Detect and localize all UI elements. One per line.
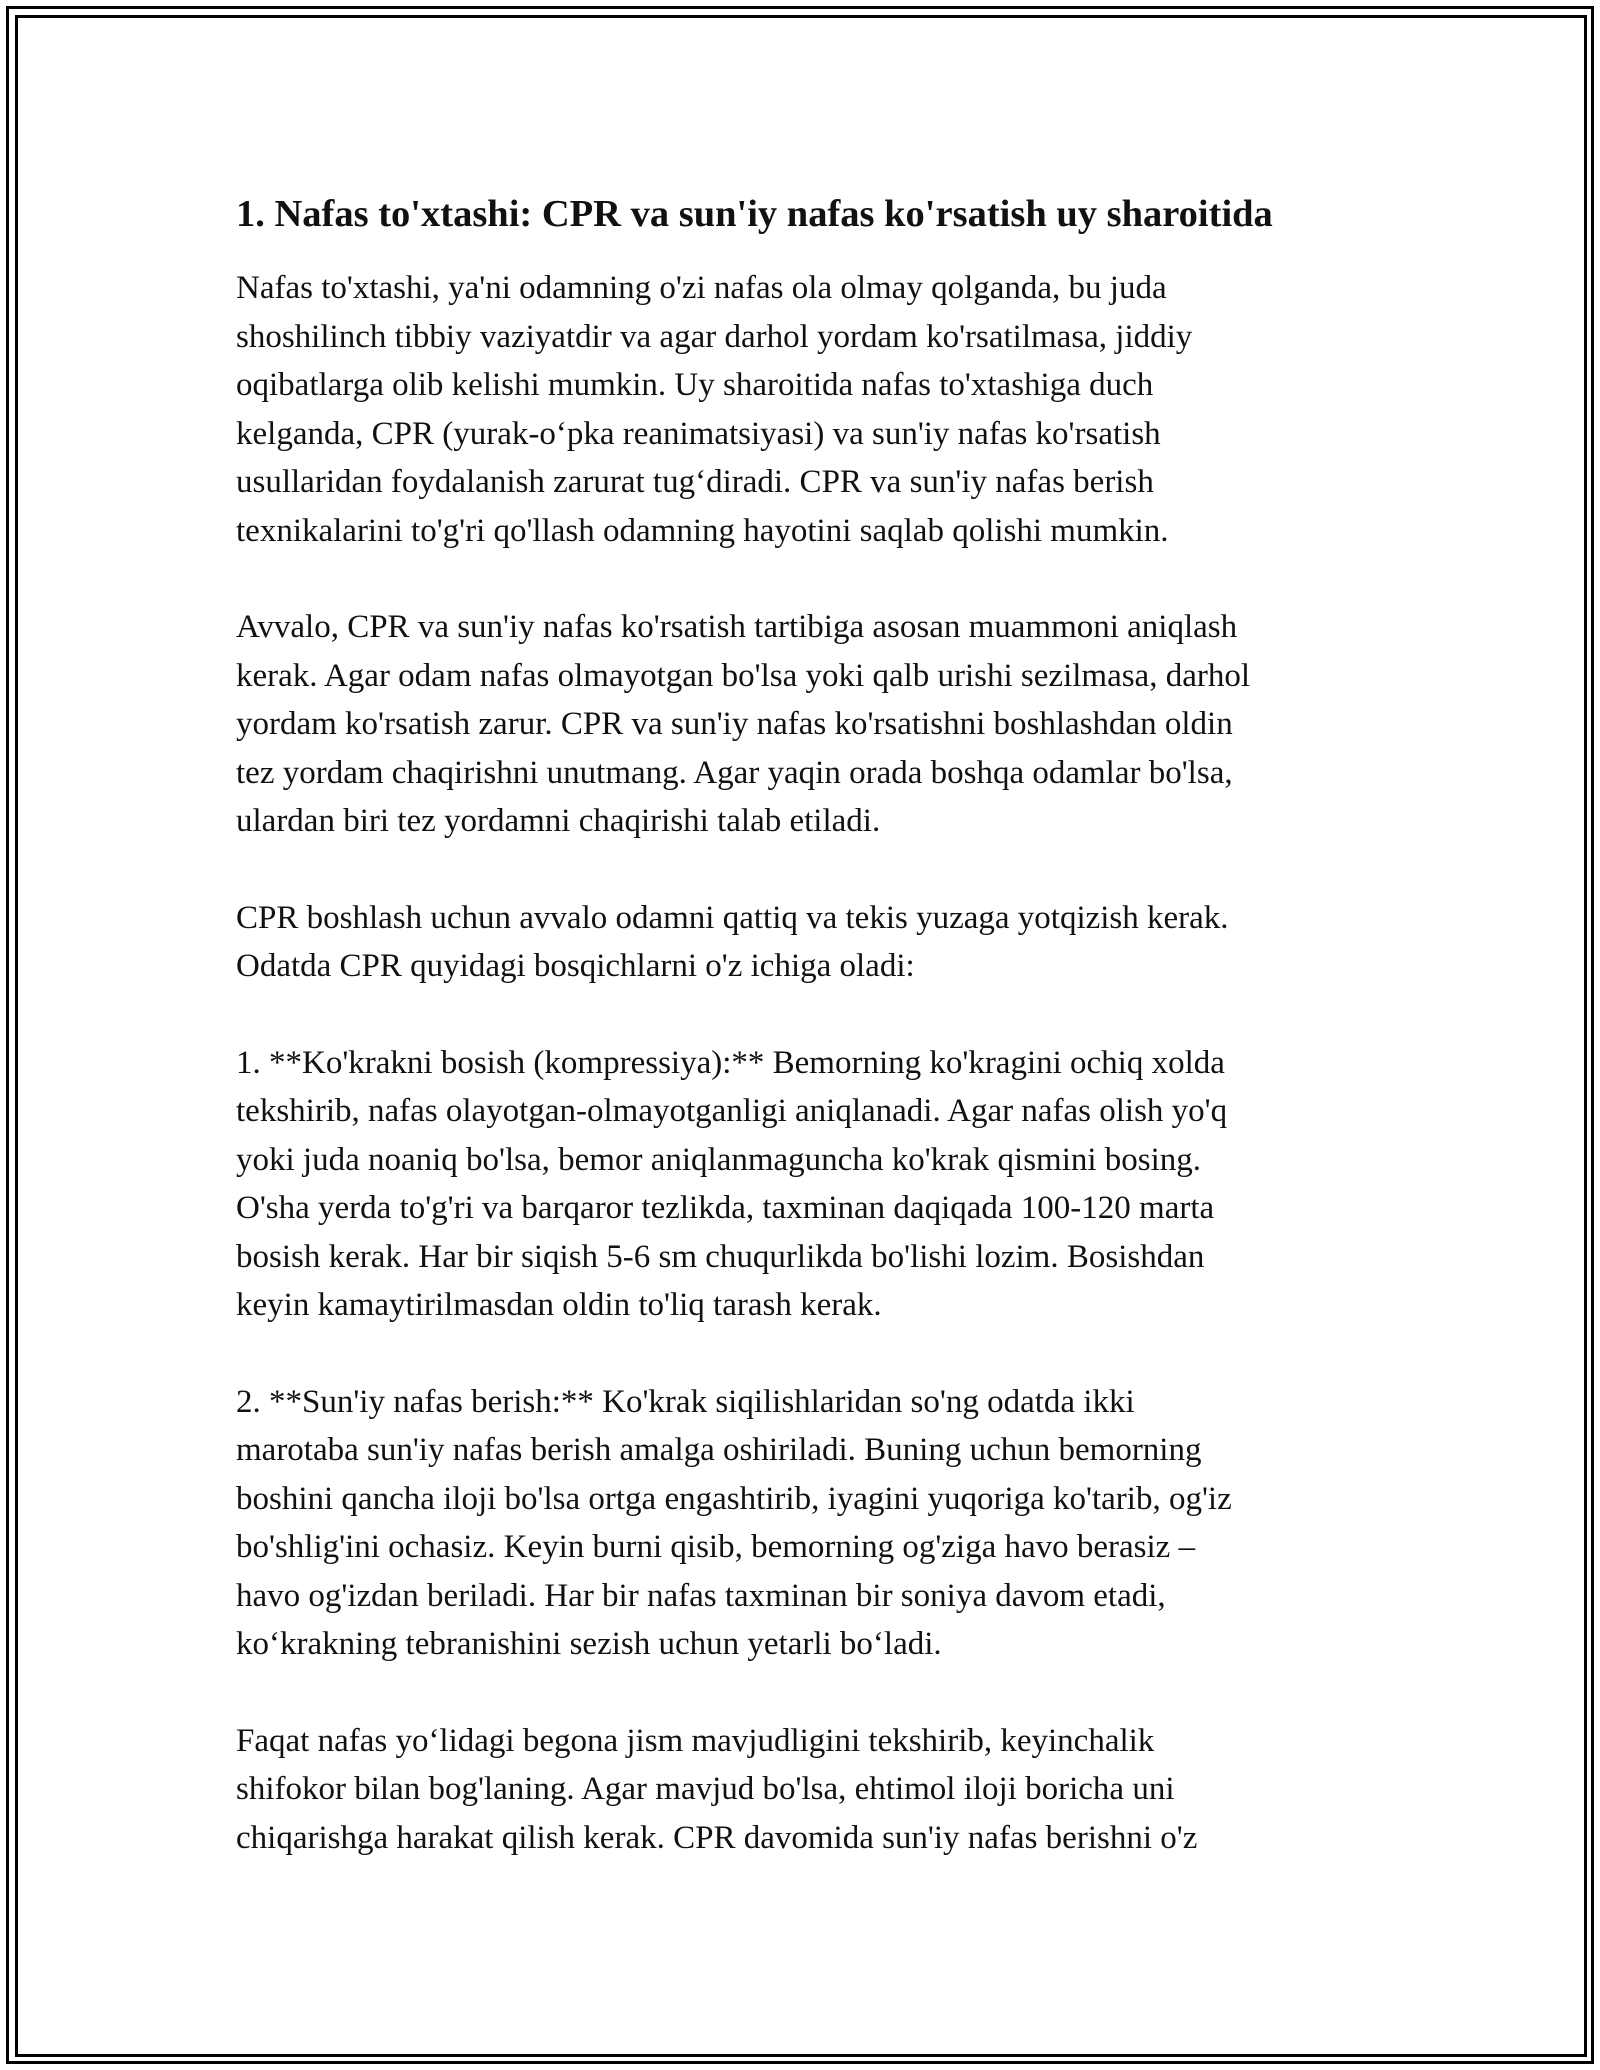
paragraph-cpr-start: CPR boshlash uchun avvalo odamni qattiq va tekis yuzaga yotqizish kerak. Odatda CPR quyidagi bosqichlarni o'z ichiga oladi: — [236, 899, 1229, 984]
paragraph-airway-check: Faqat nafas yo‘lidagi begona jism mavjudligini tekshirib, keyinchalik shifokor bilan bog'laning. Agar mavjud bo'lsa, ehtimol iloji boricha uni chiqarishga harakat qilish kerak. CPR davomida sun'iy nafas berishni o'z — [236, 1722, 1198, 1856]
paragraph-assessment: Avvalo, CPR va sun'iy nafas ko'rsatish tartibiga asosan muammoni aniqlash kerak. Agar odam nafas olmayotgan bo'lsa yoki qalb urishi sezilmasa, darhol yordam ko'rsatish zarur. CPR va sun'iy nafas ko'rsatishni boshlashdan oldin tez yordam chaqirishni unutmang. Agar yaqin orada boshqa odamlar bo'lsa, ulardan biri tez yordamni chaqirishi talab etiladi. — [236, 609, 1251, 839]
document-body — [236, 186, 1386, 1910]
section-heading: 1. Nafas to'xtashi: CPR va sun'iy nafas ko'rsatish uy sharoitida — [236, 193, 1273, 235]
paragraph-step-compression: 1. **Ko'krakni bosish (kompressiya):** Bemorning ko'kragini ochiq xolda tekshirib, nafas olayotgan-olmayotganligi aniqlanadi. Agar nafas olish yo'q yoki juda noaniq bo'lsa, bemor aniqlanmaguncha ko'krak qismini bosing. O'sha yerda to'g'ri va barqaror tezlikda, taxminan daqiqada 100-120 marta bosish kerak. Har bir siqish 5-6 sm chuqurlikda bo'lishi lozim. Bosishdan keyin kamaytirilmasdan oldin to'liq tarash kerak. — [236, 1044, 1228, 1323]
paragraph-step-rescue-breathing: 2. **Sun'iy nafas berish:** Ko'krak siqilishlaridan so'ng odatda ikki marotaba sun'iy nafas berish amalga oshiriladi. Buning uchun bemorning boshini qancha iloji bo'lsa ortga engashtirib, iyagini yuqoriga ko'tarib, og'iz bo'shlig'ini ochasiz. Keyin burni qisib, bemorning og'ziga havo berasiz – havo og'izdan beriladi. Har bir nafas taxminan bir soniya davom etadi, ko‘krakning tebranishini sezish uchun yetarli bo‘ladi. — [236, 1383, 1232, 1662]
paragraph-intro: Nafas to'xtashi, ya'ni odamning o'zi nafas ola olmay qolganda, bu juda shoshilinch tibbiy vaziyatdir va agar darhol yordam ko'rsatilmasa, jiddiy oqibatlarga olib kelishi mumkin. Uy sharoitida nafas to'xtashiga duch kelganda, CPR (yurak-o‘pka reanimatsiyasi) va sun'iy nafas ko'rsatish usullaridan foydalanish zarurat tug‘diradi. CPR va sun'iy nafas berish texnikalarini to'g'ri qo'llash odamning hayotini saqlab qolishi mumkin. — [236, 270, 1193, 549]
